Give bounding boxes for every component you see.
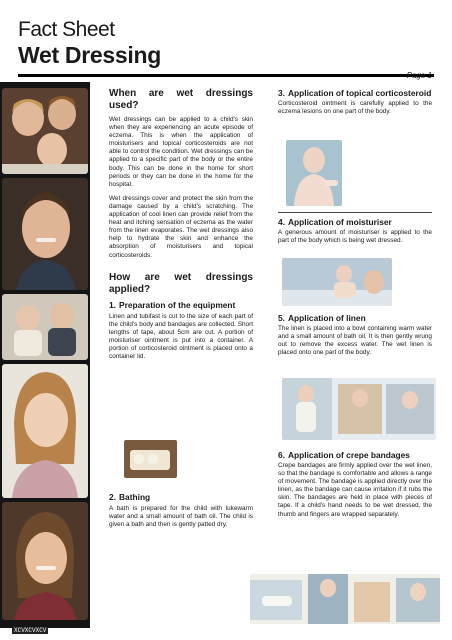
step-1-text: Linen and tubifast is cut to the size of each part of the child's body and bandages are collected. Short lengths of tape, about 5cm are cut. A portion of moisturiser ointment is put into a container. A portion of corticosteroid ointment is placed onto a container lid. xyxy=(109,312,253,361)
linen-preparation-image xyxy=(124,440,177,478)
step-4-text: A generous amount of moisturiser is applied to the part of the body which is being wet dressed. xyxy=(278,229,432,245)
page-number: Page 1 xyxy=(406,71,432,80)
child-arm-photo-icon xyxy=(286,140,342,206)
step-4-block xyxy=(278,217,432,251)
step-6-heading xyxy=(278,450,432,460)
step-1-heading xyxy=(109,300,253,310)
moisturiser-application-image xyxy=(282,258,392,306)
step-3-block xyxy=(278,88,432,122)
step-6-title: Application of crepe bandages xyxy=(288,450,410,460)
step-1-number: 1. xyxy=(109,299,116,310)
section-heading-how: How are wet dressings applied? xyxy=(109,271,253,295)
page-title: Wet Dressing xyxy=(18,42,161,68)
header-subtitle: Fact Sheet xyxy=(18,18,115,41)
crepe-bandage-images xyxy=(250,574,440,624)
teen-girl-photo xyxy=(2,502,88,620)
step-5-title: Application of linen xyxy=(288,313,366,323)
step-2-title: Bathing xyxy=(119,492,151,502)
step-6-number: 6. xyxy=(278,450,285,460)
step-1-title: Preparation of the equipment xyxy=(119,299,236,310)
divider-step-4 xyxy=(278,212,432,213)
paragraph-when-1: Wet dressings can be applied to a child's skin when they are experiencing an acute episode of eczema. This is when the application of moisturisers and topical corticosteroids are not able to control the condition. Wet dressings can be applied to a specific part of the body or the entire body. This can be done in the home for short periods or they can be done in the home for the hospital. xyxy=(109,116,253,188)
step-2-block xyxy=(109,492,253,535)
step-2-text: A bath is prepared for the child with lukewarm water and a small amount of bath oil. The child is given a bath and then is gently patted dry. xyxy=(109,505,253,529)
girl-photo-icon xyxy=(2,364,88,498)
step-2-number: 2. xyxy=(109,492,116,502)
step-5-block xyxy=(278,313,432,363)
step-3-title: Application of topical corticosteroid xyxy=(288,88,432,98)
step-4-heading xyxy=(278,217,432,227)
header-rule xyxy=(18,74,434,77)
paragraph-when-2: Wet dressings cover and protect the skin from the damage caused by a child's scratching. The application of cool linen can provide relief from the heat and itching sensation of eczema as the water from the linen evaporates. The wet dressings also help to hydrate the skin and enhance the absorption of moisturisers and topical corticosteroids. xyxy=(109,194,253,259)
babies-photo-icon xyxy=(2,294,88,360)
teen-girl-photo-icon xyxy=(2,502,88,620)
children-photo-icon xyxy=(2,88,88,174)
linen-application-image xyxy=(282,378,436,440)
linen-photo-icon xyxy=(124,440,177,478)
step-4-title: Application of moisturiser xyxy=(288,217,392,227)
boy-portrait-photo xyxy=(2,178,88,290)
girl-portrait-photo xyxy=(2,364,88,498)
left-text-column xyxy=(109,88,253,367)
step-3-heading xyxy=(278,88,432,98)
fact-sheet-header xyxy=(18,18,161,68)
bandage-photo-icon xyxy=(250,574,440,624)
step-3-number: 3. xyxy=(278,88,285,98)
footer-code: XCVXCVXCV xyxy=(14,627,47,634)
step-5-text: The linen is placed into a bowl containing warm water and a small amount of bath oil. It is then gently wrung out to remove the excess water. The wet linen is placed onto one part of the body. xyxy=(278,325,432,357)
boy-photo-icon xyxy=(2,178,88,290)
section-heading-when: When are wet dressings used? xyxy=(109,88,253,111)
children-group-photo xyxy=(2,88,88,174)
step-6-block xyxy=(278,450,432,525)
babies-photo xyxy=(2,294,88,360)
step-2-heading xyxy=(109,492,253,502)
step-6-text: Crepe bandages are firmly applied over the wet linen, so that the bandage is comfortable and allows a range of movement. The bandage is applied directly over the linen, as the bandage can cause irritation if it rubs the skin. The bandages are held in place with pieces of tape. If a child's hand needs to be wet dressed, the thumb and fingers are wrapped separately. xyxy=(278,462,432,518)
step-5-heading xyxy=(278,313,432,323)
step-5-number: 5. xyxy=(278,313,285,323)
step-4-number: 4. xyxy=(278,217,285,227)
corticosteroid-application-image xyxy=(286,140,342,206)
step-3-text: Corticosteroid ointment is carefully applied to the eczema lesions on one part of the body. xyxy=(278,100,432,116)
moisturiser-photo-icon xyxy=(282,258,392,306)
linen-application-photo-icon xyxy=(282,378,436,440)
